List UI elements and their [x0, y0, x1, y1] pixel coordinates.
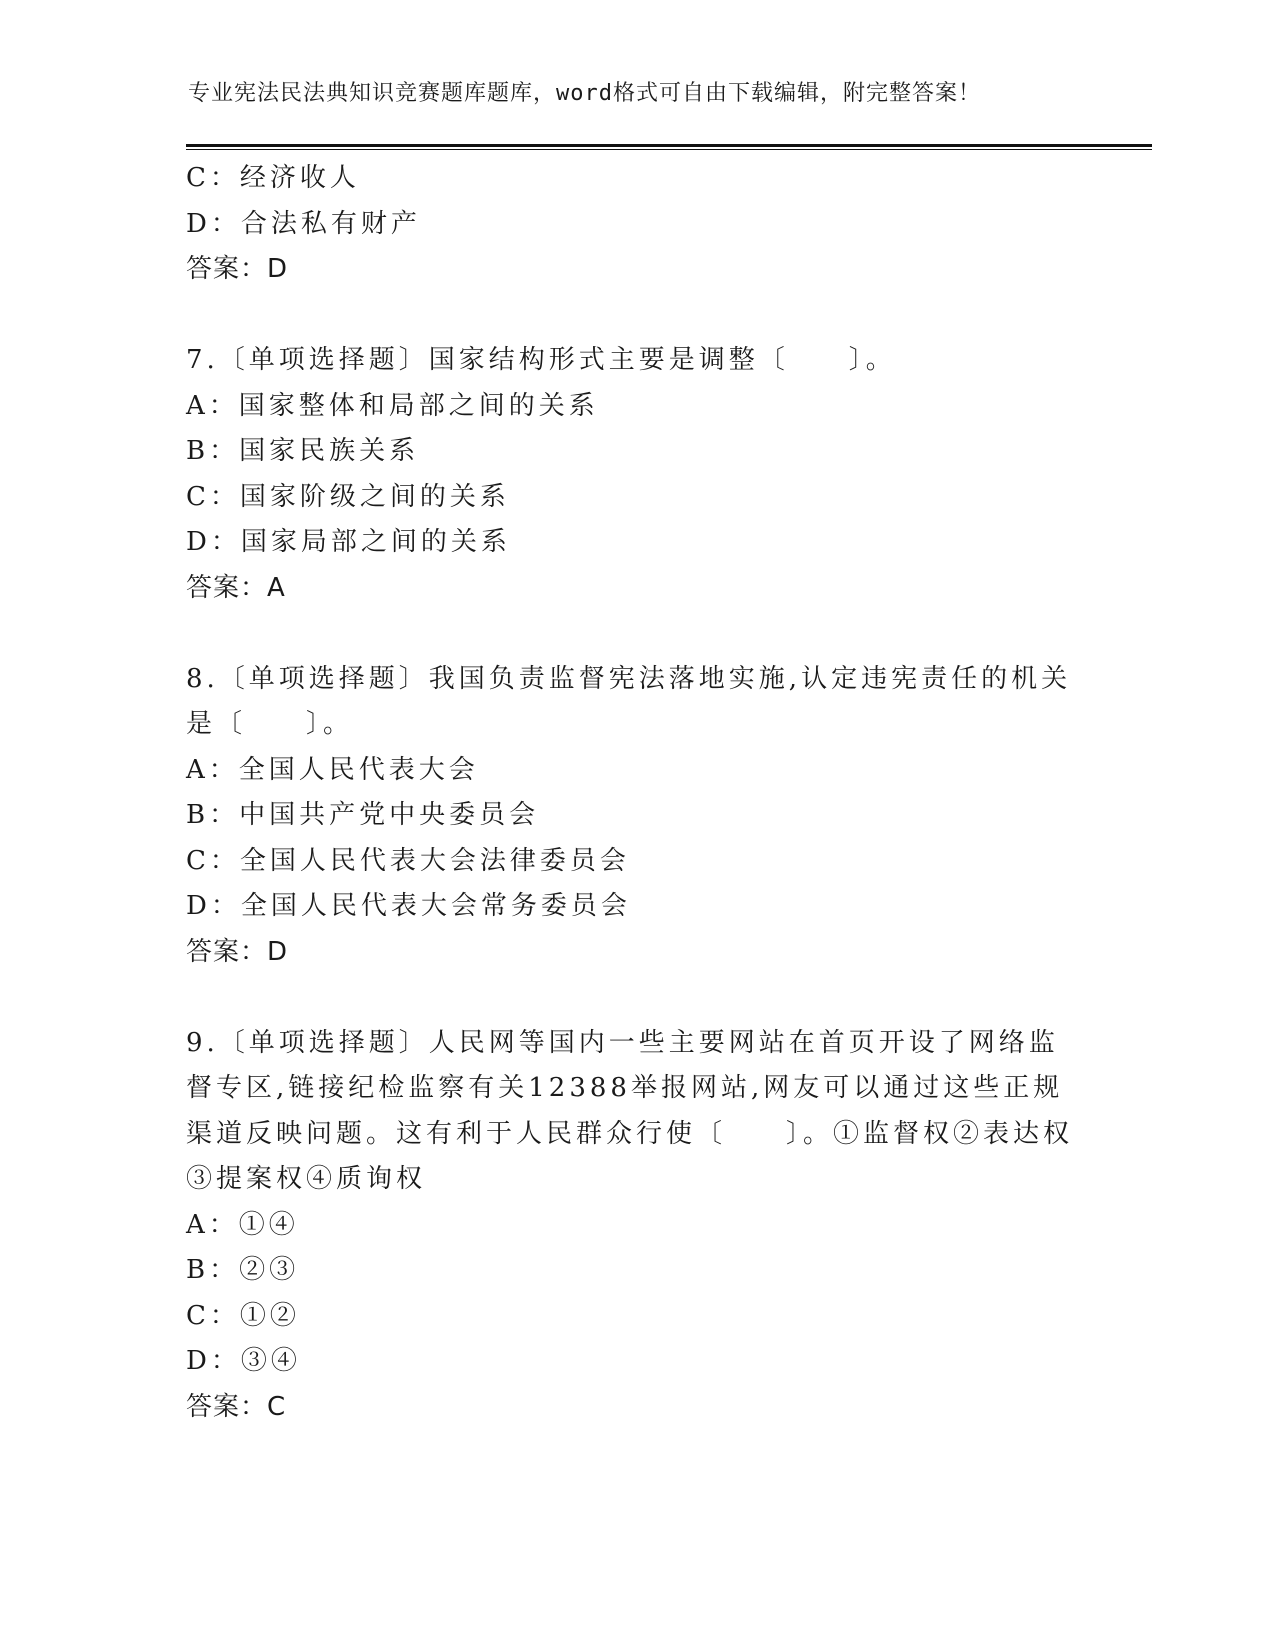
spacer: [186, 611, 1086, 657]
option-c: C：①②: [186, 1300, 300, 1331]
option-d: D：国家局部之间的关系: [186, 527, 511, 557]
option-c: C：经济收人: [186, 163, 360, 193]
option-d: D：③④: [186, 1346, 301, 1376]
question-8: [186, 657, 1086, 976]
question-9: [186, 1021, 1086, 1431]
option-a: A：全国人民代表大会: [186, 754, 479, 785]
option-a: A：①④: [186, 1209, 299, 1240]
question-text: 9.〔单项选择题〕人民网等国内一些主要网站在首页开设了网络监督专区,链接纪检监察有关12388举报网站,网友可以通过这些正规渠道反映问题。这有利于人民群众行使〔 〕。①监督权②表达权③提案权④质询权: [186, 1027, 1074, 1194]
option-b: B：国家民族关系: [186, 436, 420, 466]
option-b: B：中国共产党中央委员会: [186, 800, 540, 830]
answer-line: 答案：A: [186, 572, 286, 603]
answer-line: 答案：C: [186, 1391, 287, 1422]
page-header: 专业宪法民法典知识竞赛题库题库，word格式可自由下载编辑，附完整答案！: [188, 81, 981, 106]
header-rule-thick: [186, 144, 1152, 147]
question-text: 8.〔单项选择题〕我国负责监督宪法落地实施,认定违宪责任的机关是〔 〕。: [186, 663, 1072, 739]
option-c: C：国家阶级之间的关系: [186, 481, 510, 512]
option-d: D：全国人民代表大会常务委员会: [186, 891, 631, 921]
previous-question-tail: [186, 156, 1086, 293]
answer-line: 答案：D: [186, 936, 289, 967]
option-d: D：合法私有财产: [186, 208, 421, 239]
question-text: 7.〔单项选择题〕国家结构形式主要是调整〔 〕。: [186, 345, 896, 375]
document-body: [186, 156, 1086, 1430]
header-rule-thin: [186, 149, 1152, 150]
option-c: C：全国人民代表大会法律委员会: [186, 845, 630, 876]
option-b: B：②③: [186, 1255, 300, 1285]
spacer: [186, 975, 1086, 1021]
spacer: [186, 293, 1086, 339]
answer-line: 答案：D: [186, 254, 289, 284]
question-7: [186, 338, 1086, 611]
option-a: A：国家整体和局部之间的关系: [186, 390, 599, 421]
